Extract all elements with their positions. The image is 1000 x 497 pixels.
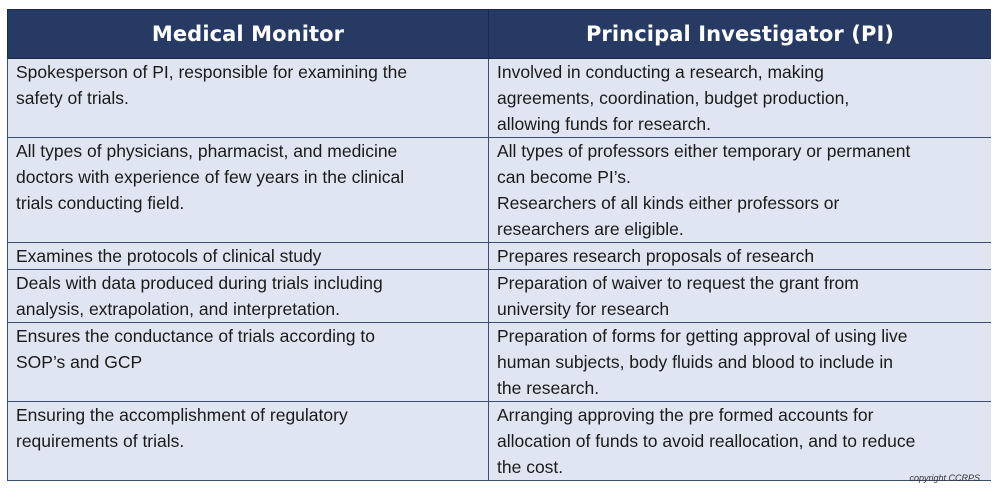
- cell-line: Ensuring the accomplishment of regulatory: [16, 405, 348, 425]
- table-row: [8, 323, 992, 402]
- table-row: [8, 138, 992, 243]
- cell-line: Deals with data produced during trials including: [16, 273, 383, 293]
- header-principal-investigator: Principal Investigator (PI): [489, 10, 992, 59]
- cell-principal-investigator: [489, 138, 992, 243]
- cell-line: Involved in conducting a research, making: [497, 62, 824, 82]
- cell-line: the cost.: [497, 457, 564, 477]
- cell-principal-investigator: [489, 270, 992, 323]
- cell-line: trials conducting field.: [16, 193, 185, 213]
- cell-line: analysis, extrapolation, and interpretation.: [16, 299, 340, 319]
- cell-line: Ensures the conductance of trials according to: [16, 326, 375, 346]
- cell-line: doctors with experience of few years in the clinical: [16, 167, 405, 187]
- cell-medical-monitor: [8, 243, 489, 270]
- cell-line: Researchers of all kinds either professors or: [497, 193, 840, 213]
- cell-medical-monitor: [8, 59, 489, 138]
- cell-principal-investigator: [489, 243, 992, 270]
- header-row: [8, 10, 992, 59]
- table-row: [8, 402, 992, 481]
- table-row: [8, 243, 992, 270]
- cell-line: Preparation of waiver to request the grant from: [497, 273, 859, 293]
- cell-line: the research.: [497, 378, 600, 398]
- table-row: [8, 59, 992, 138]
- cell-line: agreements, coordination, budget production,: [497, 88, 850, 108]
- cell-medical-monitor: [8, 323, 489, 402]
- cell-line: researchers are eligible.: [497, 219, 684, 239]
- cell-line: Examines the protocols of clinical study: [16, 246, 322, 266]
- header-medical-monitor: Medical Monitor: [8, 10, 489, 59]
- cell-line: Spokesperson of PI, responsible for examining the: [16, 62, 408, 82]
- copyright-watermark: copyright CCRPS: [909, 473, 980, 483]
- comparison-table: [7, 9, 991, 481]
- cell-line: safety of trials.: [16, 88, 129, 108]
- table-row: [8, 270, 992, 323]
- cell-principal-investigator: [489, 402, 992, 481]
- cell-medical-monitor: [8, 402, 489, 481]
- cell-line: All types of professors either temporary or permanent: [497, 141, 911, 161]
- cell-line: human subjects, body fluids and blood to include in: [497, 352, 893, 372]
- cell-line: can become PI’s.: [497, 167, 631, 187]
- comparison-table-container: [7, 9, 991, 487]
- cell-line: Arranging approving the pre formed accounts for: [497, 405, 874, 425]
- cell-line: Preparation of forms for getting approval of using live: [497, 326, 908, 346]
- cell-line: All types of physicians, pharmacist, and medicine: [16, 141, 398, 161]
- cell-line: Prepares research proposals of research: [497, 246, 815, 266]
- cell-line: university for research: [497, 299, 670, 319]
- cell-principal-investigator: [489, 59, 992, 138]
- cell-medical-monitor: [8, 138, 489, 243]
- cell-line: allowing funds for research.: [497, 114, 711, 134]
- cell-medical-monitor: [8, 270, 489, 323]
- cell-principal-investigator: [489, 323, 992, 402]
- cell-line: SOP’s and GCP: [16, 352, 143, 372]
- cell-line: allocation of funds to avoid reallocation, and to reduce: [497, 431, 916, 451]
- cell-line: requirements of trials.: [16, 431, 185, 451]
